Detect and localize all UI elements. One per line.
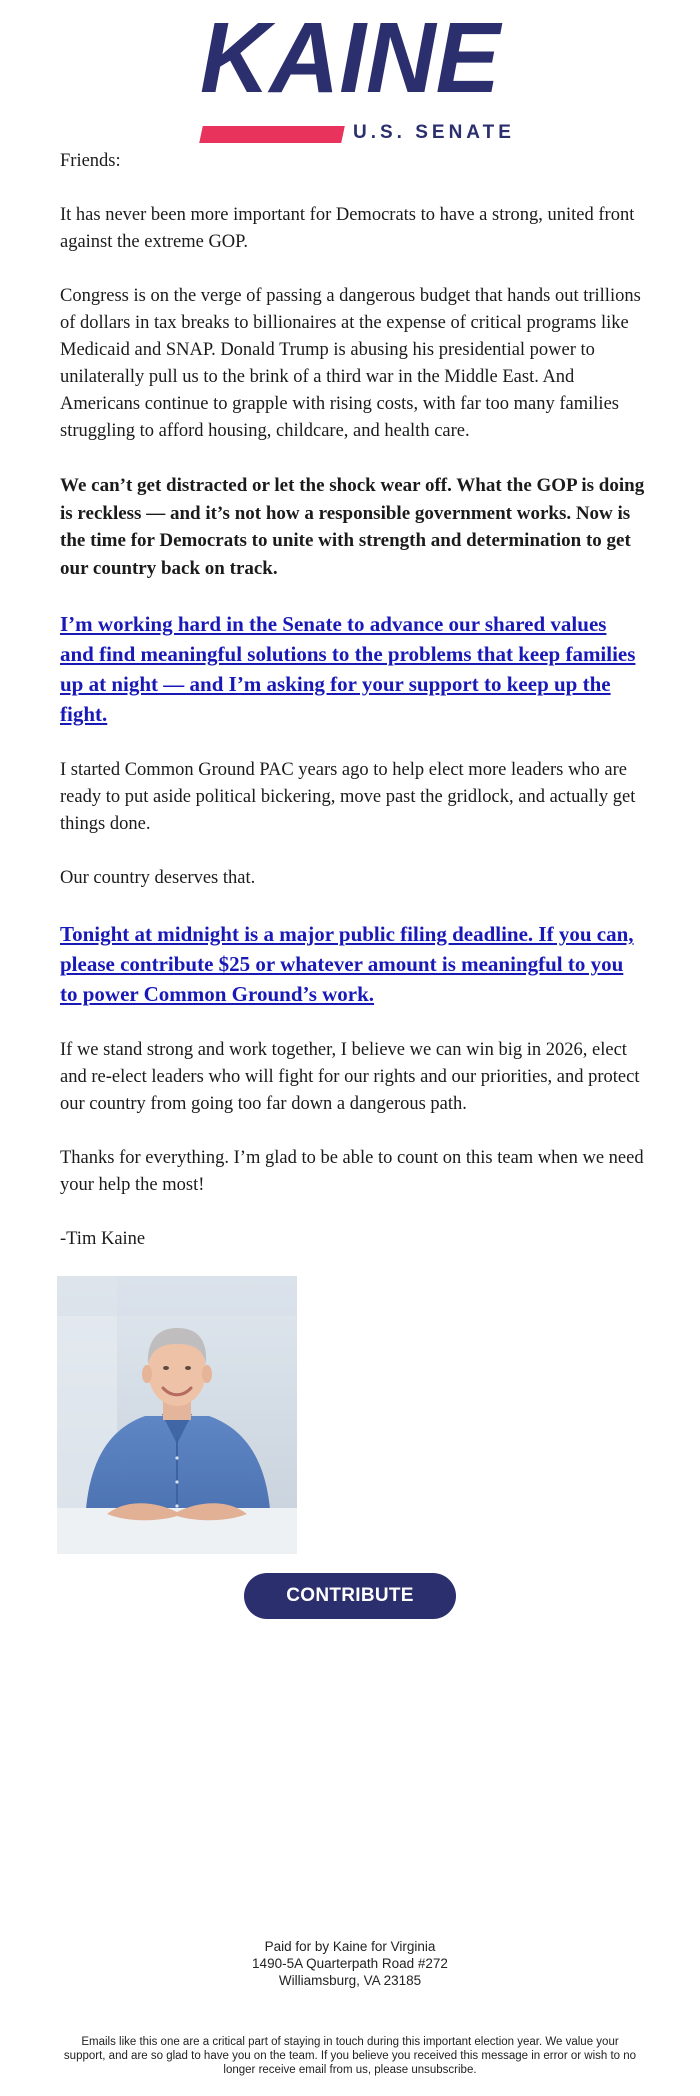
contribute-button[interactable]: CONTRIBUTE [244, 1573, 456, 1619]
address-line-1: 1490-5A Quarterpath Road #272 [252, 1956, 448, 1971]
address-line-2: Williamsburg, VA 23185 [278, 1973, 422, 1988]
paragraph-country-deserves: Our country deserves that. [60, 868, 256, 888]
paragraph-thanks: Thanks for everything. I’m glad to be able to count on this team when we need your help the most! [60, 1148, 644, 1195]
paragraph-unity: It has never been more important for Democrats to have a strong, united front against the extreme GOP. [60, 205, 635, 252]
disclaimer-text: Emails like this one are a critical part of staying in touch during this important election year. We value your support, and are so glad to have you on the team. If you believe you received this message in error or wish to no longer receive email from us, please [63, 2036, 637, 2076]
tim-kaine-photo [57, 1276, 297, 1554]
logo-wordmark [195, 4, 505, 104]
salutation: Friends: [60, 151, 121, 171]
paragraph-win-2026: If we stand strong and work together, I believe we can win big in 2026, elect and re-elect leaders who will fight for our rights and our priorities, and protect our country from going too far down a dangerous path. [60, 1040, 640, 1114]
paid-for-line: Paid for by Kaine for Virginia [264, 1939, 436, 1954]
kaine-senate-logo [195, 4, 515, 143]
logo-subtitle: U.S. SENATE [353, 122, 515, 143]
unsubscribe-link[interactable]: unsubscribe [411, 2064, 474, 2076]
logo-wordmark-text: KAINE [200, 4, 504, 104]
signature: -Tim Kaine [60, 1229, 146, 1249]
paragraph-link-deadline [60, 919, 645, 1009]
paragraph-bold-reckless: We can’t get distracted or let the shock wear off. What the GOP is doing is reckless — and it’s not how a responsible government works. Now is the time for Democrats to unite with strength and determination to get our country back on track. [60, 475, 645, 579]
support-link[interactable]: I’m working hard in the Senate to advance our shared values and find meaningful solutions to the problems that keep families up at night — and I’m asking for your support to keep up the fight. [60, 612, 636, 726]
deadline-contribute-link[interactable]: Tonight at midnight is a major public filing deadline. If you can, please contribute $25 or whatever amount is meaningful to you to power Common Ground’s work. [60, 922, 634, 1006]
paragraph-budget: Congress is on the verge of passing a dangerous budget that hands out trillions of dollars in tax breaks to billionaires at the expense of critical programs like Medicaid and SNAP. Donald Trump is abusing his presidential power to unilaterally pull us to the brink of a third war in the Middle East. And Americans continue to grapple with rising costs, with far too many families struggling to afford housing, childcare, and health care. [60, 286, 641, 441]
logo-red-bar [199, 126, 345, 143]
portrait-illustration [57, 1276, 297, 1554]
disclaimer-end: . [473, 2064, 477, 2076]
paid-for-block [0, 1938, 700, 1989]
letter-body [60, 148, 645, 1275]
email-disclaimer [60, 2035, 640, 2077]
paragraph-link-support [60, 609, 645, 729]
paragraph-common-ground: I started Common Ground PAC years ago to help elect more leaders who are ready to put aside political bickering, move past the gridlock, and actually get things done. [60, 760, 636, 834]
